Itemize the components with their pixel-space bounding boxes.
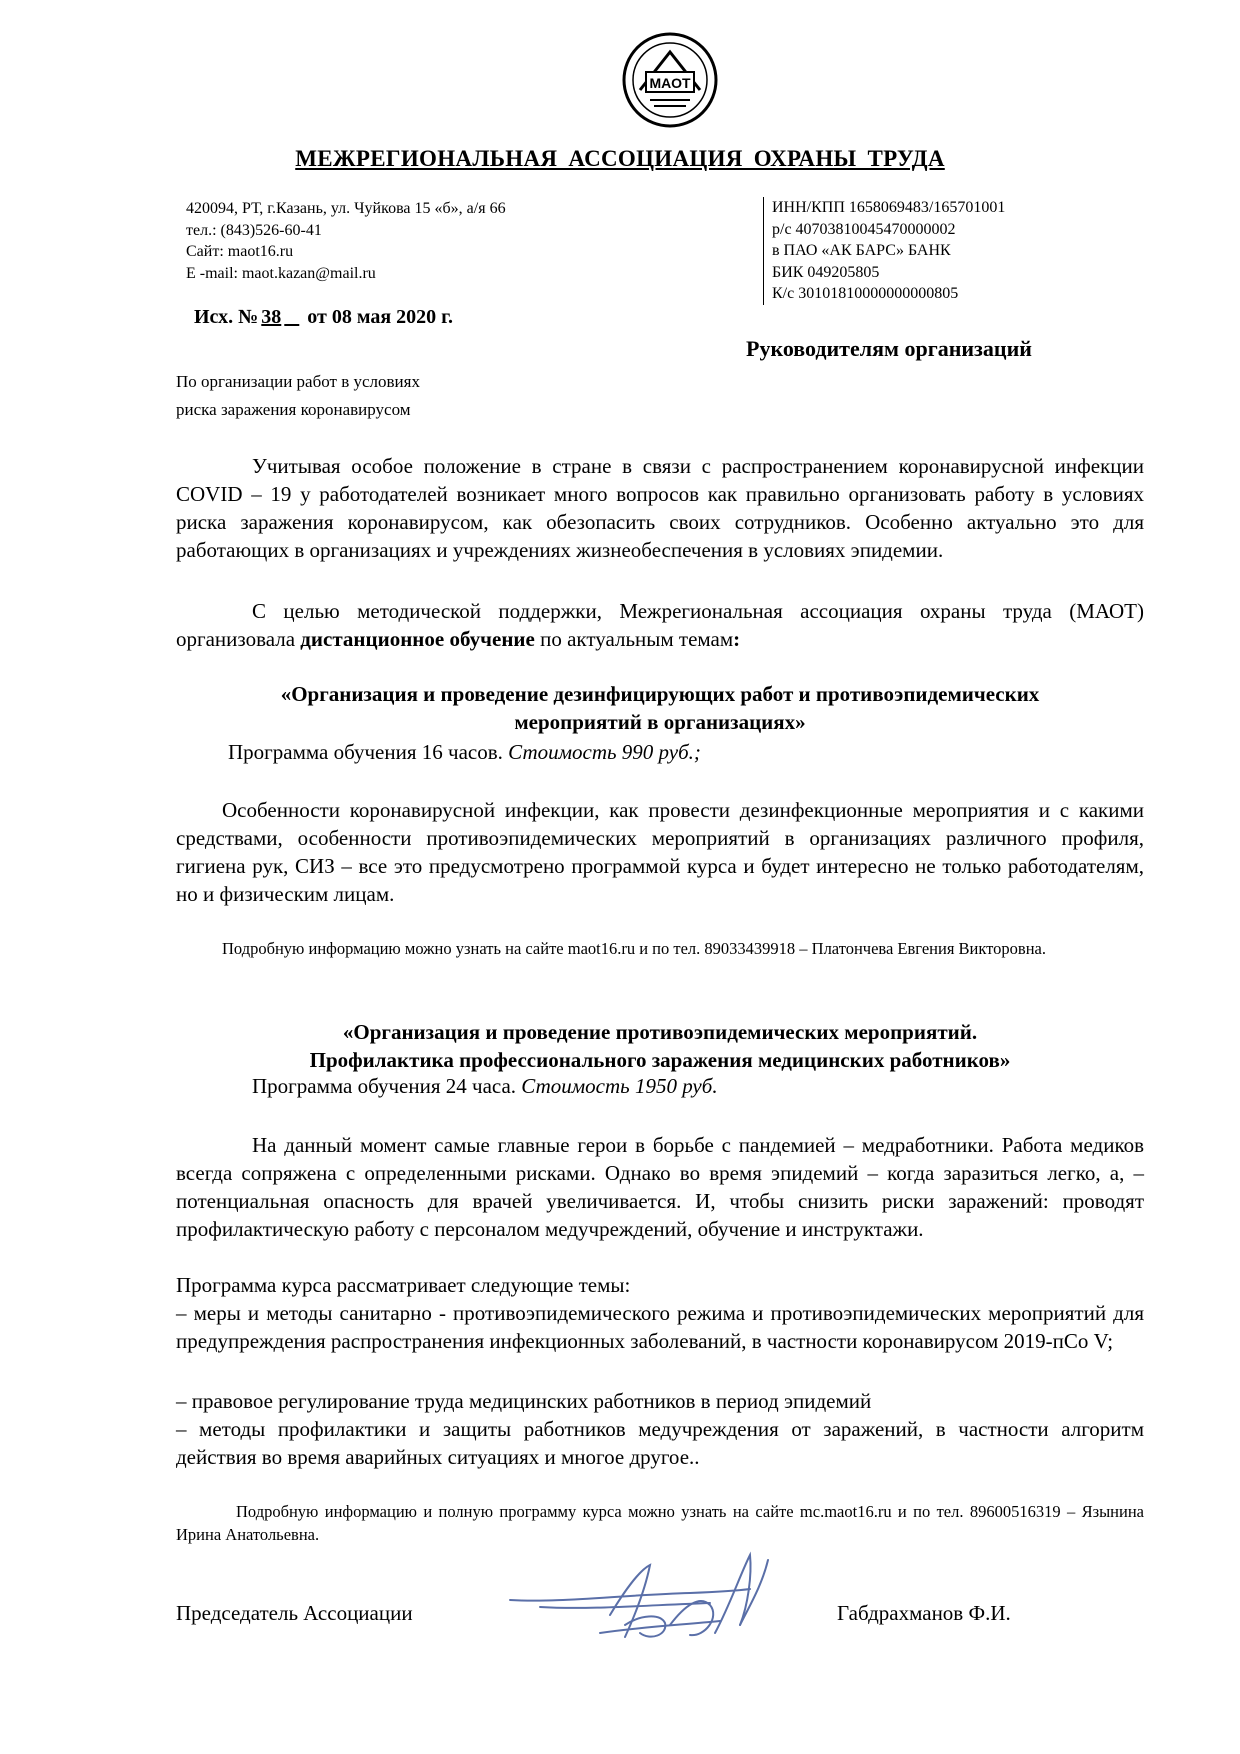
- outgoing-date: от 08 мая 2020 г.: [307, 306, 453, 328]
- addressee: Руководителям организаций: [746, 336, 1032, 361]
- outgoing-number: [194, 306, 453, 329]
- course1-title: «Организация и проведение дезинфицирующих работ и противоэпидемических мероприятий в организациях»: [280, 682, 1040, 734]
- course1-price: Стоимость 990 руб.;: [508, 740, 701, 764]
- course2-program: Программа обучения 24 часа. Стоимость 1950 руб.: [252, 1074, 718, 1098]
- signatory-position: Председатель Ассоциации: [176, 1601, 413, 1625]
- organization-title: МЕЖРЕГИОНАЛЬНАЯ АССОЦИАЦИЯ ОХРАНЫ ТРУДА: [295, 146, 945, 171]
- course2-title: «Организация и проведение противоэпидемических мероприятий. Профилактика профессионального заражения медицинских работников»: [309, 1020, 1011, 1072]
- outgoing-prefix: Исх. №: [194, 306, 259, 328]
- course2-price: Стоимость 1950 руб.: [521, 1074, 718, 1098]
- svg-text:МАОТ: МАОТ: [649, 75, 691, 91]
- address-line: 420094, РТ, г.Казань, ул. Чуйкова 15 «б», а/я 66: [186, 200, 506, 217]
- letter-subject: [176, 368, 420, 424]
- bank-line: в ПАО «АК БАРС» БАНК: [772, 242, 951, 259]
- phone-line: тел.: (843)526-60-41: [186, 221, 322, 239]
- paragraph-intro: Учитывая особое положение в стране в связи с распространением коронавирусной инфекции COVID – 19 у работодателей возникает много вопросов как правильно организовать работу в условиях риска заражения коронавирусом, как обезопасить своих сотрудников. Особенно актуально это для работающих в организациях и учреждениях жизнеобеспечения в условиях эпидемии.: [176, 454, 1144, 562]
- paragraph-training: С целью методической поддержки, Межрегиональная ассоциация охраны труда (МАОТ) организовала дистанционное обучение по актуальным темам:: [176, 599, 1144, 651]
- contacts-left: [186, 198, 506, 284]
- inn-kpp-line: ИНН/КПП 1658069483/165701001: [772, 199, 1006, 216]
- topic-item: – правовое регулирование труда медицинских работников в период эпидемий: [176, 1389, 872, 1413]
- course1-program: Программа обучения 16 часов. Стоимость 990 руб.;: [228, 740, 701, 764]
- association-logo: [620, 30, 720, 130]
- signatory-name: Габдрахманов Ф.И.: [837, 1601, 1011, 1625]
- outgoing-number-value: 38: [261, 306, 282, 328]
- topic-item: – методы профилактики и защиты работников медучреждения от заражений, в частности алгоритм действия во время аварийных ситуациях и многое другое..: [176, 1417, 1144, 1469]
- handwritten-signature: [500, 1545, 800, 1655]
- subject-line: По организации работ в условиях: [176, 372, 420, 391]
- training-format: дистанционное обучение: [300, 627, 535, 651]
- course2-contact-info: Подробную информацию и полную программу курса можно узнать на сайте mc.maot16.ru и по тел. 89600516319 – Язынина Ирина Анатольевна.: [176, 1502, 1144, 1544]
- account-line: р/с 40703810045470000002: [772, 220, 956, 238]
- topic-item: – меры и методы санитарно - противоэпидемического режима и противоэпидемических мероприятий для предупреждения распространения инфекционных заболеваний, в частности коронавирусом 2019-пСо V;: [176, 1301, 1144, 1353]
- paragraph-course2-description: На данный момент самые главные герои в борьбе с пандемией – медработники. Работа медиков всегда сопряжена с определенными рисками. Однако во время эпидемий – когда заразиться легко, а, – потенциальная опасность для врачей увеличивается. И, чтобы снизить риски заражений: проводят профилактическую работу с персоналом медучреждений, обучение и инструктажи.: [176, 1133, 1144, 1241]
- bik-line: БИК 049205805: [772, 263, 880, 281]
- topics-intro: Программа курса рассматривает следующие темы:: [176, 1273, 631, 1297]
- paragraph-course1-description: Особенности коронавирусной инфекции, как провести дезинфекционные мероприятия и с какими средствами, особенности противоэпидемических мероприятий в организациях различного профиля, гигиена рук, СИЗ – все это предусмотрено программой курса и будет интересно не только работодателям, но и физическим лицам.: [176, 798, 1144, 906]
- corr-account-line: К/с 30101810000000000805: [772, 285, 959, 302]
- course1-contact-info: Подробную информацию можно узнать на сайте maot16.ru и по тел. 89033439918 – Платончева Евгения Викторовна.: [222, 939, 1046, 958]
- website-line: Сайт: maot16.ru: [186, 243, 294, 260]
- subject-line: риска заражения коронавирусом: [176, 400, 411, 419]
- email-line: E -mail: maot.kazan@mail.ru: [186, 264, 376, 282]
- bank-details: [763, 197, 1005, 305]
